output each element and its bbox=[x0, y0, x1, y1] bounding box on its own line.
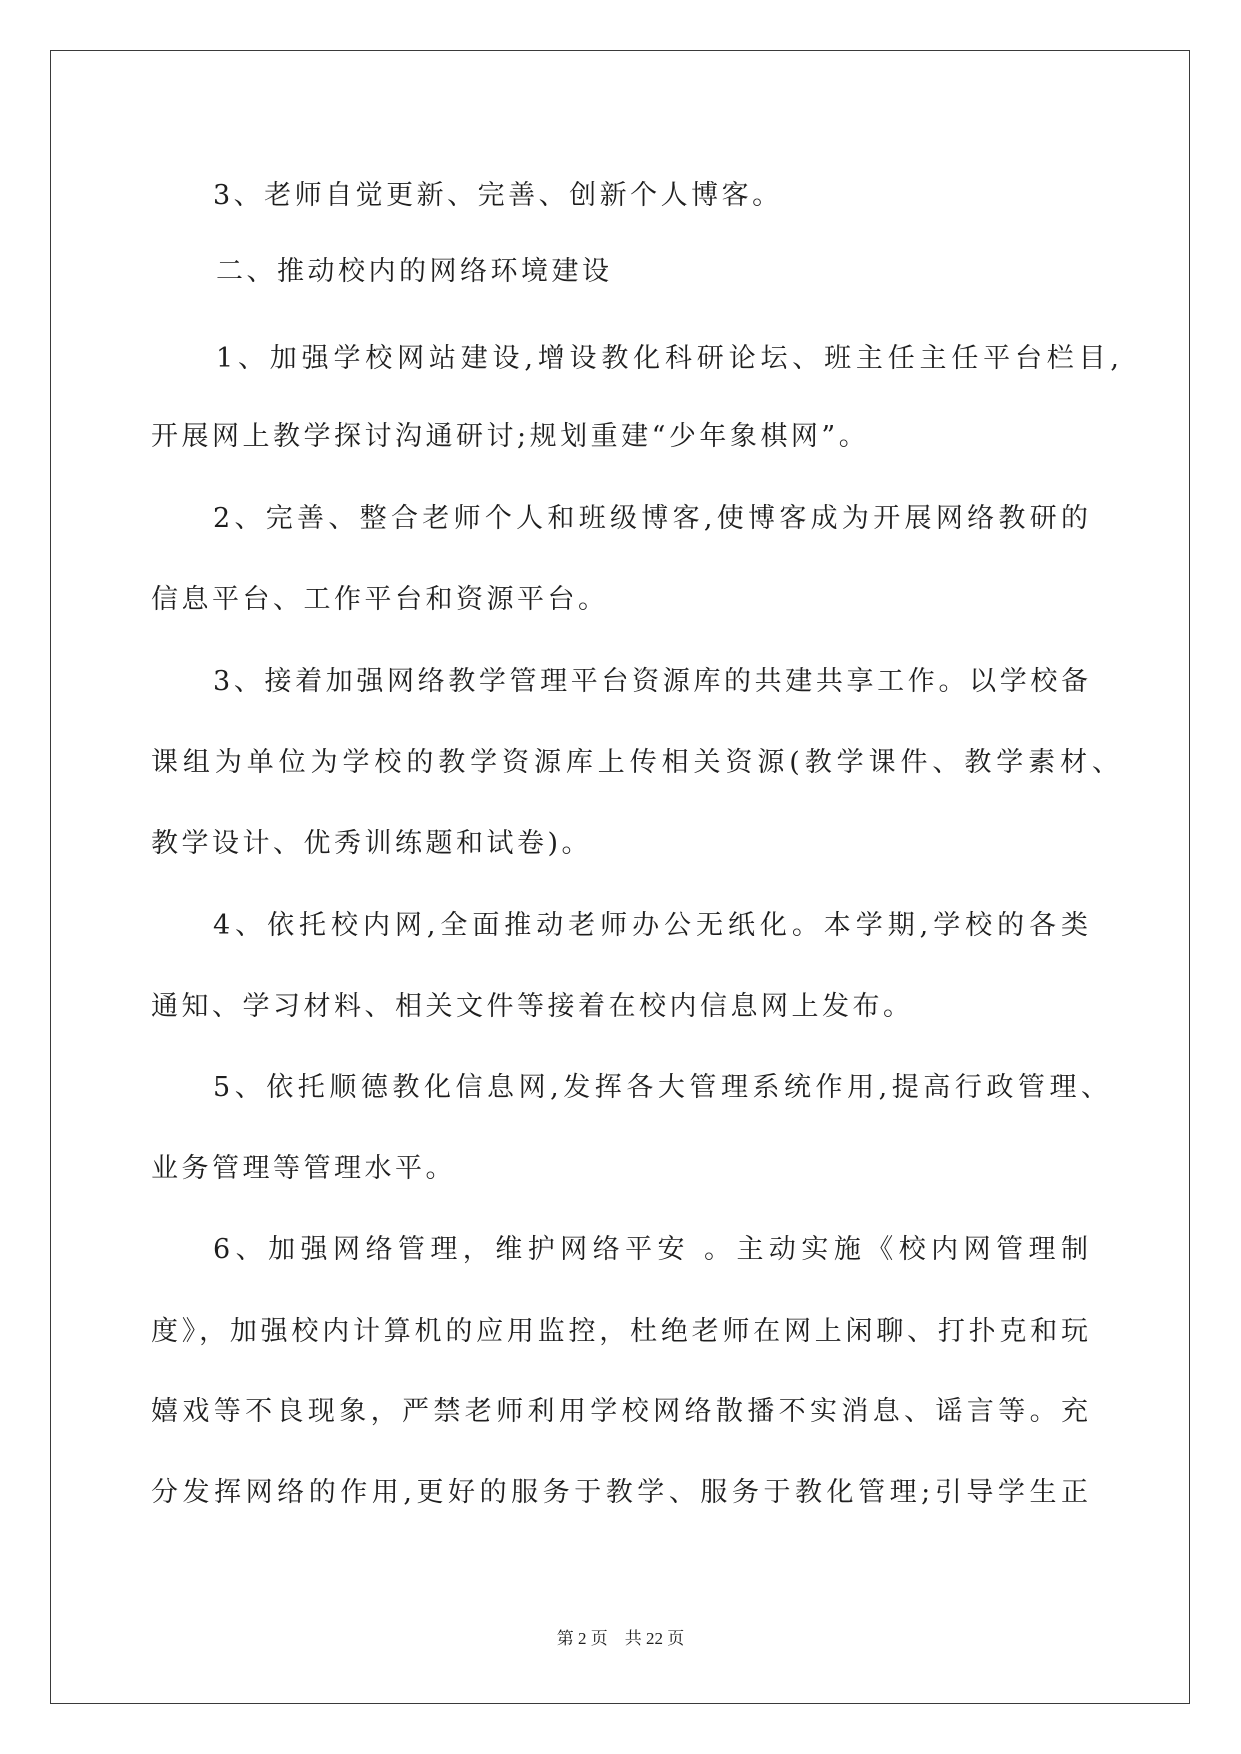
text-line: 开展网上教学探讨沟通研讨;规划重建“少年象棋网”。 bbox=[151, 421, 870, 452]
text-line: 课组为单位为学校的教学资源库上传相关资源(教学课件、教学素材、 bbox=[151, 747, 1119, 778]
text-line: 6、加强网络管理，维护网络平安 。主动实施《校内网管理制 bbox=[213, 1234, 1088, 1265]
text-line: 5、依托顺德教化信息网,发挥各大管理系统作用,提高行政管理、 bbox=[213, 1072, 1108, 1103]
text-line: 通知、学习材料、相关文件等接着在校内信息网上发布。 bbox=[151, 991, 914, 1022]
text-line: 嬉戏等不良现象，严禁老师利用学校网络散播不实消息、谣言等。充 bbox=[151, 1396, 1088, 1427]
text-line: 度》，加强校内计算机的应用监控，杜绝老师在网上闲聊、打扑克和玩 bbox=[151, 1316, 1088, 1347]
text-line: 2、完善、整合老师个人和班级博客,使博客成为开展网络教研的 bbox=[213, 503, 1088, 534]
text-line: 3、老师自觉更新、完善、创新个人博客。 bbox=[213, 180, 783, 211]
section-heading-text: 二、推动校内的网络环境建设 bbox=[216, 256, 613, 287]
text-line: 4、依托校内网,全面推动老师办公无纸化。本学期,学校的各类 bbox=[213, 910, 1088, 941]
text-line: 信息平台、工作平台和资源平台。 bbox=[151, 584, 609, 615]
page-border bbox=[50, 50, 1190, 1704]
text-line: 分发挥网络的作用,更好的服务于教学、服务于教化管理;引导学生正 bbox=[151, 1477, 1088, 1508]
text-line: 业务管理等管理水平。 bbox=[151, 1153, 456, 1184]
text-line: 3、接着加强网络教学管理平台资源库的共建共享工作。以学校备 bbox=[213, 666, 1088, 697]
page-number-footer: 第 2 页 共 22 页 bbox=[556, 1629, 685, 1648]
text-line: 教学设计、优秀训练题和试卷)。 bbox=[151, 828, 593, 859]
text-line: 1、加强学校网站建设,增设教化科研论坛、班主任主任平台栏目, bbox=[216, 343, 1119, 374]
